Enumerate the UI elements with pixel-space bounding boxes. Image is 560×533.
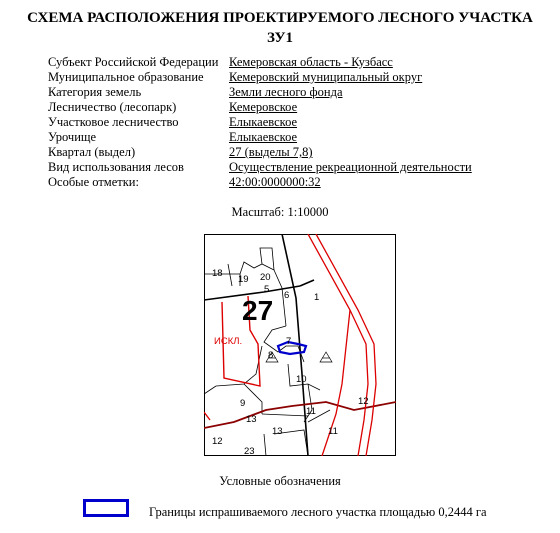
plot-label: 13 bbox=[246, 414, 257, 425]
plot-label: 18 bbox=[212, 268, 223, 279]
excluded-label: ИСКЛ. bbox=[214, 336, 243, 347]
property-value: Елыкаевское bbox=[229, 115, 298, 129]
plot-label: 11 bbox=[306, 406, 316, 417]
property-value: Земли лесного фонда bbox=[229, 85, 343, 99]
property-label: Участковое лесничество bbox=[48, 115, 179, 129]
property-label: Муниципальное образование bbox=[48, 70, 204, 84]
plot-label: 5 bbox=[264, 284, 270, 295]
property-label: Лесничество (лесопарк) bbox=[48, 100, 177, 114]
property-label: Вид использования лесов bbox=[48, 160, 184, 174]
legend-title: Условные обозначения bbox=[219, 474, 341, 488]
property-value: Осуществление рекреационной деятельности bbox=[229, 160, 472, 174]
plot-label: 11 bbox=[328, 426, 338, 437]
property-label: Особые отметки: bbox=[48, 175, 139, 189]
quarter-number: 27 bbox=[242, 295, 274, 326]
plot-label: 13 bbox=[272, 426, 283, 437]
property-value: Елыкаевское bbox=[229, 130, 298, 144]
plot-label: 8 bbox=[268, 350, 274, 361]
plot-label: 20 bbox=[260, 272, 271, 283]
property-label: Субъект Российской Федерации bbox=[48, 55, 219, 69]
plot-label: 7 bbox=[286, 336, 292, 347]
plot-label: 1 bbox=[314, 292, 320, 303]
plot-label: 23 bbox=[244, 446, 255, 456]
property-value: Кемеровское bbox=[229, 100, 298, 114]
legend-item-text: Границы испрашиваемого лесного участка площадью 0,2444 га bbox=[149, 505, 487, 519]
plot-label: 12 bbox=[212, 436, 223, 447]
property-value: 27 (выделы 7,8) bbox=[229, 145, 313, 159]
property-value: Кемеровская область - Кузбасс bbox=[229, 55, 393, 69]
plot-label: 10 bbox=[296, 374, 307, 385]
plot-label: 12 bbox=[358, 396, 369, 407]
property-label: Квартал (выдел) bbox=[48, 145, 136, 159]
forest-map bbox=[204, 234, 396, 456]
scale-label: Масштаб: 1:10000 bbox=[231, 205, 329, 219]
property-label: Категория земель bbox=[48, 85, 142, 99]
property-value: Кемеровский муниципальный округ bbox=[229, 70, 423, 84]
property-value: 42:00:0000000:32 bbox=[229, 175, 321, 189]
legend-swatch bbox=[83, 499, 129, 517]
plot-label: 6 bbox=[284, 290, 290, 301]
plot-label: 19 bbox=[238, 274, 249, 285]
document-title: СХЕМА РАСПОЛОЖЕНИЯ ПРОЕКТИРУЕМОГО ЛЕСНОГО УЧАСТКА bbox=[27, 10, 533, 26]
plot-label: 9 bbox=[240, 398, 246, 409]
document-subtitle: ЗУ1 bbox=[266, 30, 294, 46]
property-label: Урочище bbox=[48, 130, 97, 144]
